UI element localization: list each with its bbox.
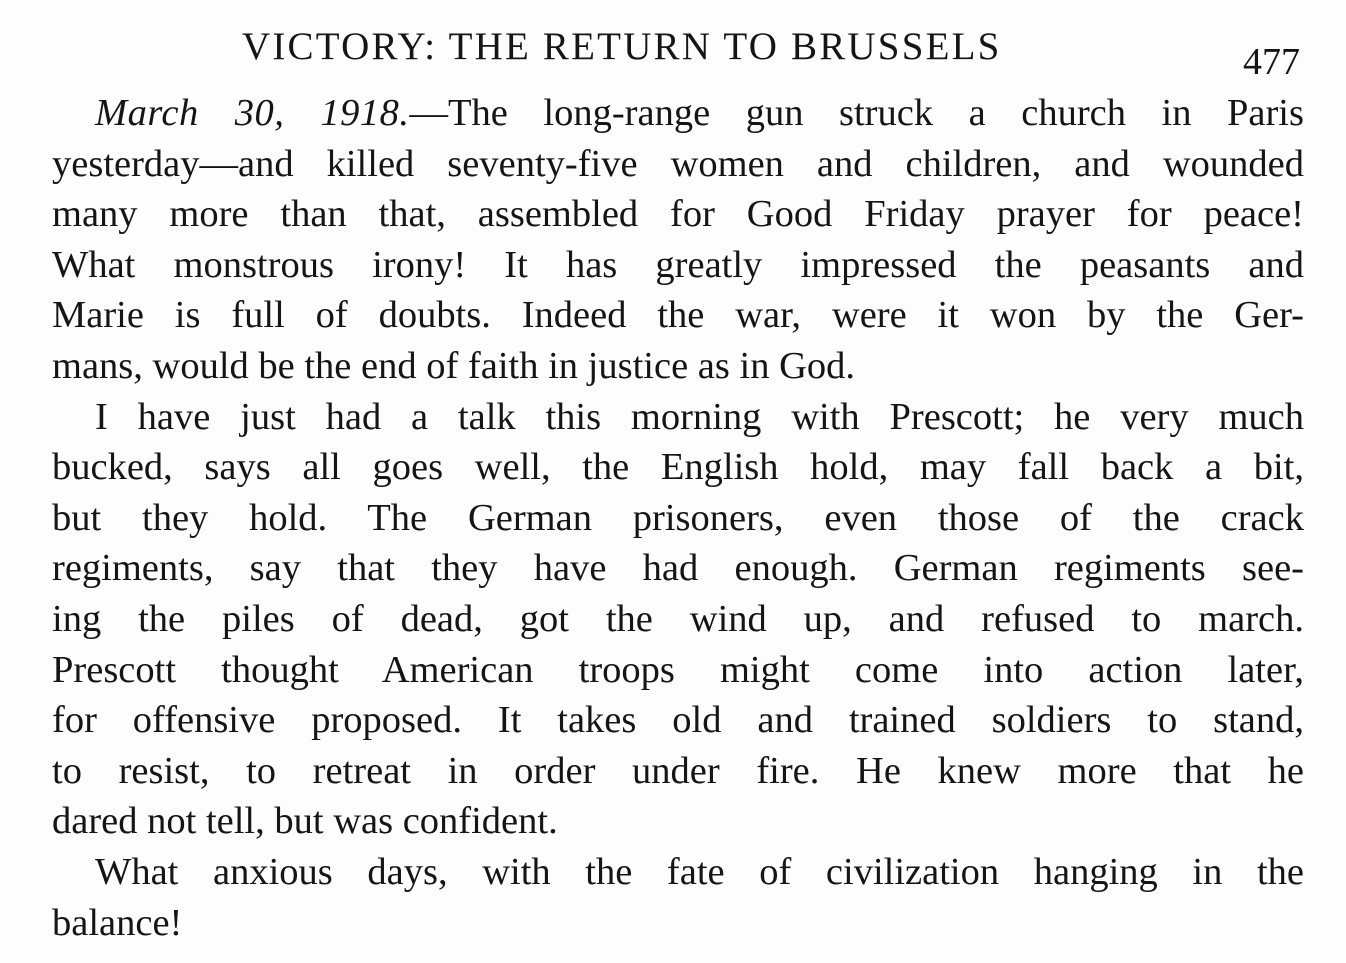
text-line: mans, would be the end of faith in justice as in God. (52, 344, 855, 387)
body-text (52, 88, 1304, 948)
text-line: What anxious days, with the fate of civilization hanging in the (95, 850, 1304, 893)
text-line: regiments, say that they have had enough. German regiments see- (52, 547, 1304, 590)
paragraph-march-30 (52, 88, 1304, 392)
text-line: ing the piles of dead, got the wind up, and refused to march. (52, 597, 1304, 640)
running-title: VICTORY: THE RETURN TO BRUSSELS (242, 25, 1002, 68)
paragraph-prescott-talk (52, 392, 1304, 847)
text-line (52, 88, 1304, 139)
text-line: yesterday—and killed seventy-five women and children, and wounded (52, 142, 1304, 185)
text-line: balance! (52, 901, 183, 944)
dateline: March 30, 1918. (95, 92, 410, 134)
text-line: but they hold. The German prisoners, even those of the crack (52, 496, 1304, 539)
text-line: many more than that, assembled for Good Friday prayer for peace! (52, 193, 1304, 236)
text-line: Marie is full of doubts. Indeed the war, were it won by the Ger- (52, 294, 1304, 337)
text-line: Prescott thought American troops might come into action later, (52, 648, 1304, 691)
text-line: I have just had a talk this morning with Prescott; he very much (95, 395, 1304, 438)
running-head (52, 22, 1304, 83)
text-line: dared not tell, but was confident. (52, 800, 558, 843)
text-line: bucked, says all goes well, the English hold, may fall back a bit, (52, 446, 1304, 489)
page-number: 477 (1243, 41, 1300, 83)
line-text: —The long-range gun struck a church in Paris (409, 92, 1304, 134)
text-line: for offensive proposed. It takes old and trained soldiers to stand, (52, 699, 1304, 742)
text-line: What monstrous irony! It has greatly impressed the peasants and (52, 243, 1304, 286)
text-line: to resist, to retreat in order under fire. He knew more that he (52, 749, 1304, 792)
paragraph-anxious-days (52, 847, 1304, 948)
